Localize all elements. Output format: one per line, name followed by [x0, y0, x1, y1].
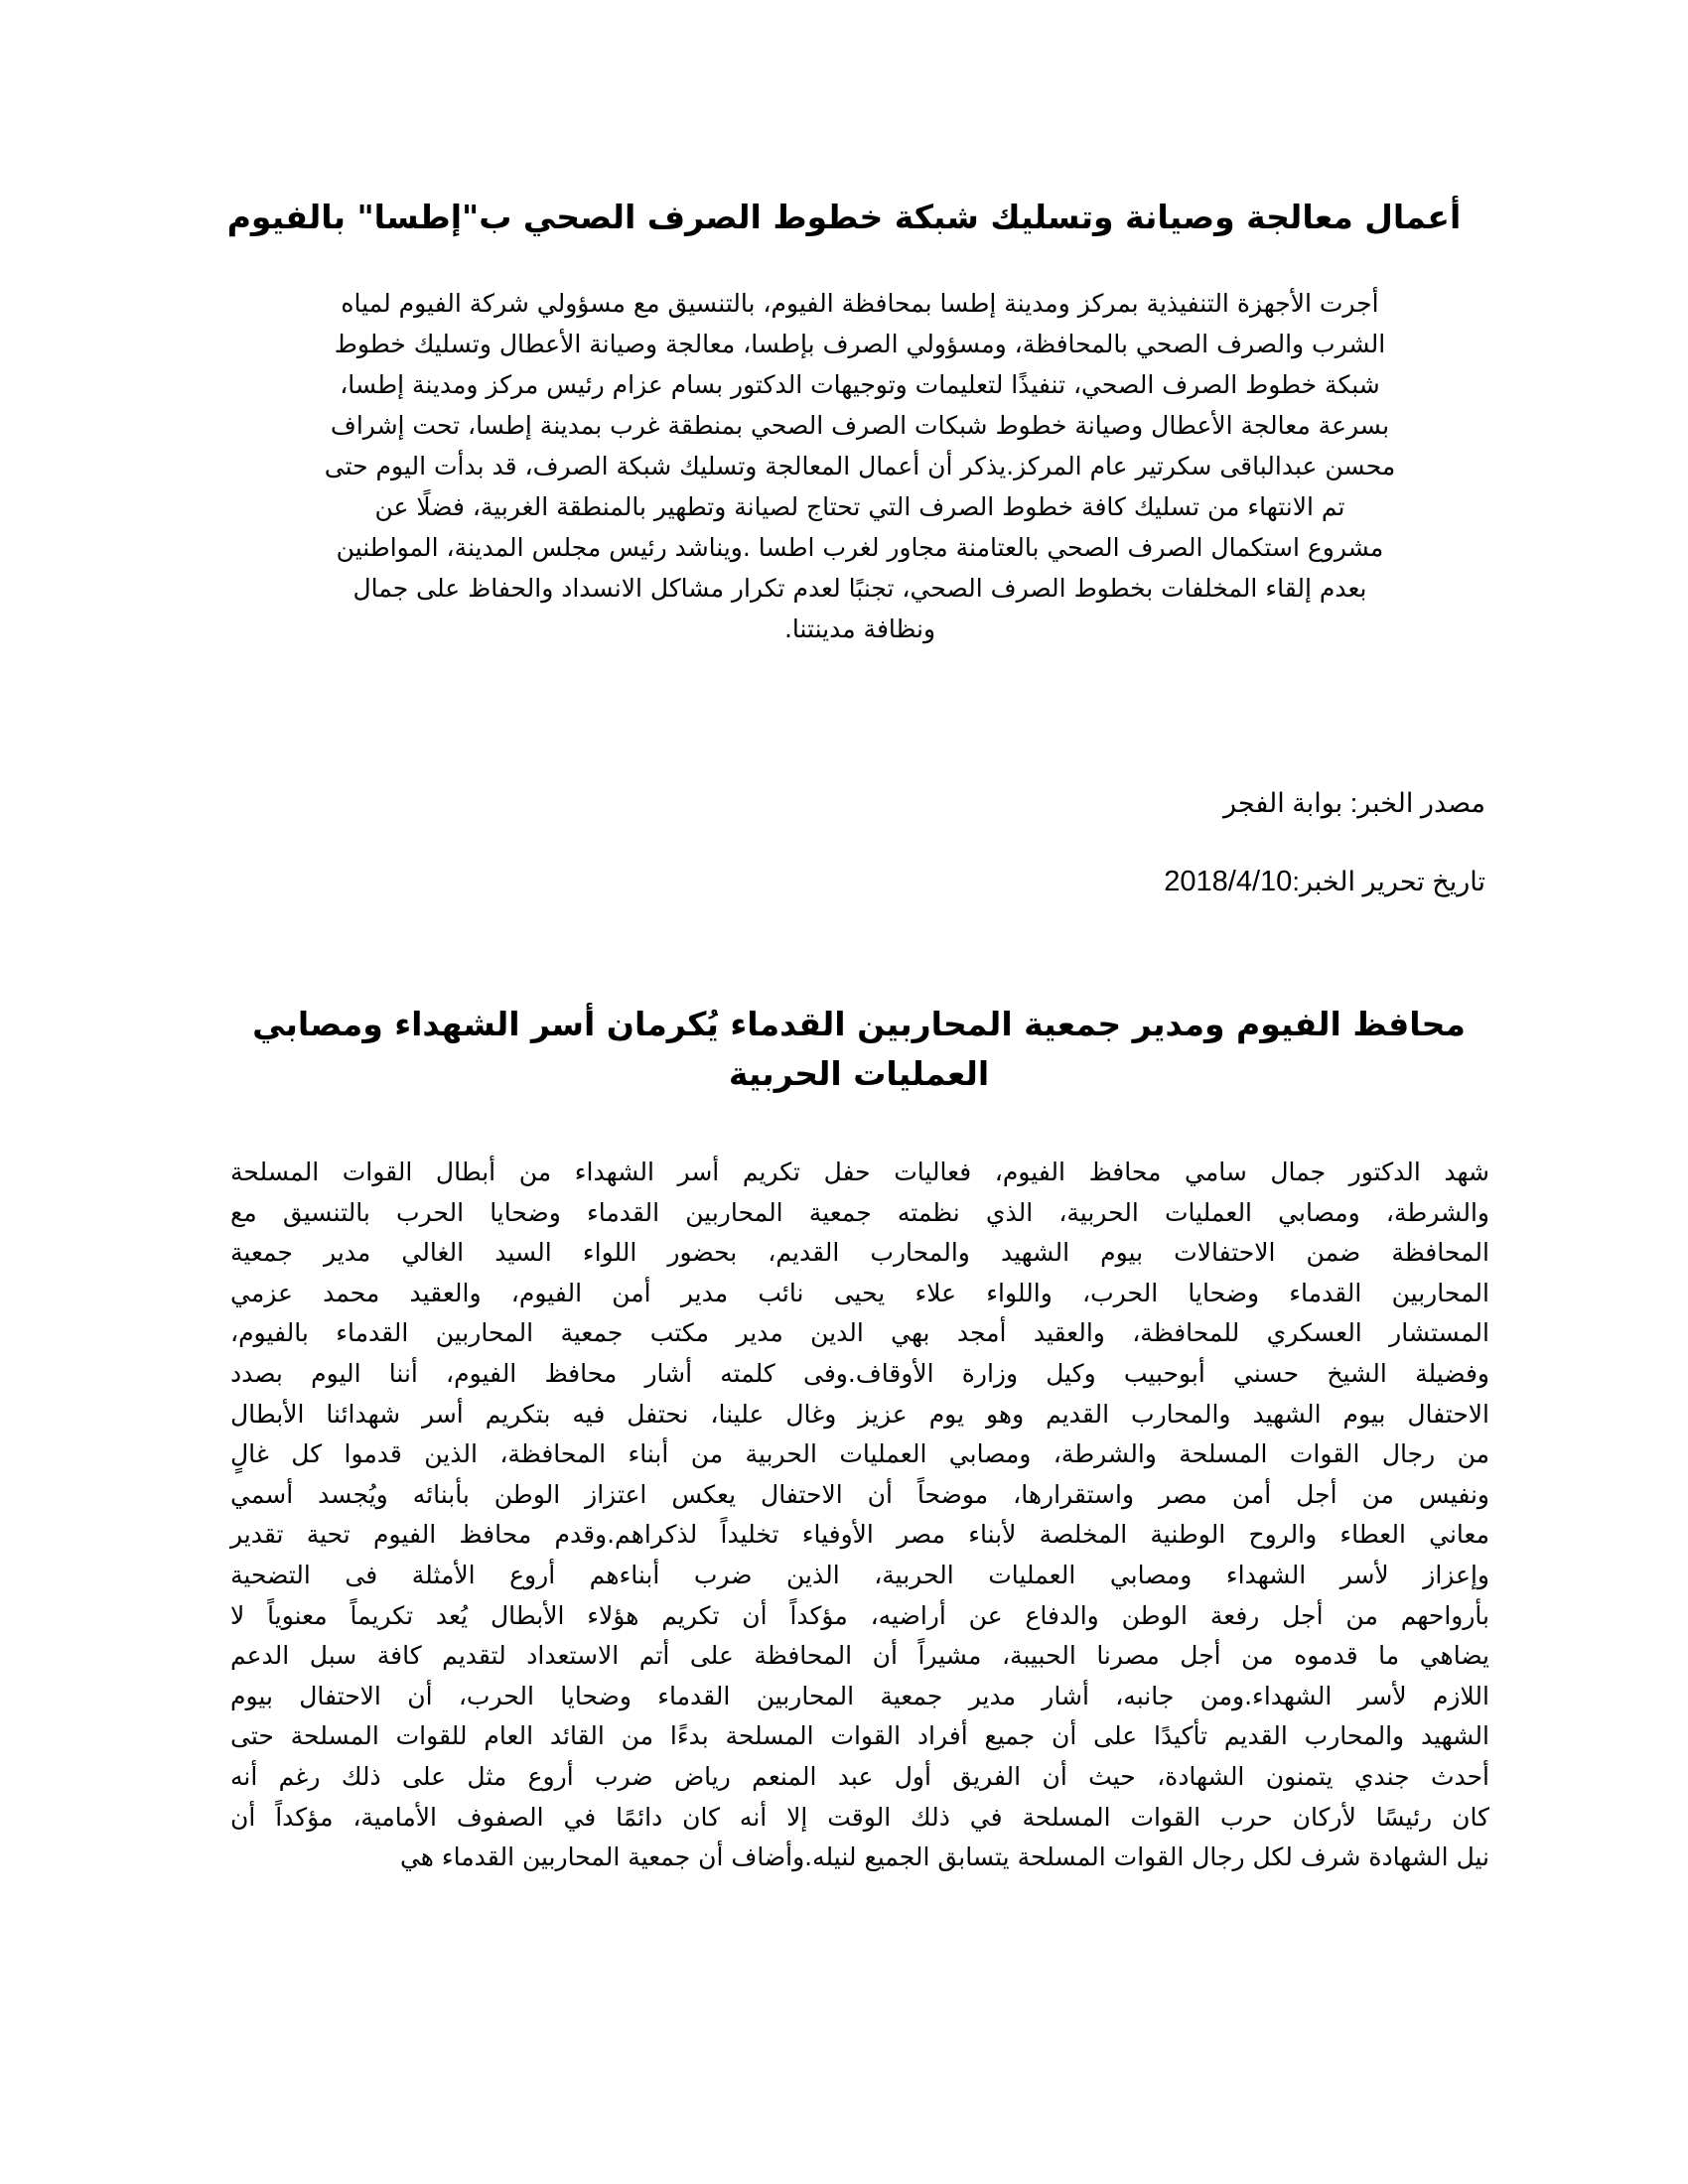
article-1-body-line: بعدم إلقاء المخلفات بخطوط الصرف الصحي، تجنبًا لعدم تكرار مشاكل الانسداد والحفاظ على جمال [352, 574, 1367, 603]
article-2-body-line: المستشار العسكري للمحافظة، والعقيد أمجد بهي الدين مدير مكتب جمعية المحاربين القدماء بالفيوم، [230, 1318, 1489, 1348]
news-edit-date-label: تاريخ تحرير الخبر: [1292, 867, 1485, 896]
news-edit-date-value: 2018/4/10 [1164, 866, 1293, 897]
article-2-body-line: أحدث جندي يتمنون الشهادة، حيث أن الفريق أول عبد المنعم رياض ضرب أروع مثل على ذلك رغم أنه [230, 1761, 1489, 1791]
article-2-body-line: نيل الشهادة شرف لكل رجال القوات المسلحة يتسابق الجميع لنيله.وأضاف أن جمعية المحاربين القدماء هي [399, 1843, 1489, 1872]
article-1-body-line: أجرت الأجهزة التنفيذية بمركز ومدينة إطسا بمحافظة الفيوم، بالتنسيق مع مسؤولي شركة الفيوم لمياه [341, 289, 1379, 318]
article-2-body-line: كان رئيسًا لأركان حرب القوات المسلحة في ذلك الوقت إلا أنه كان دائمًا في الصفوف الأمامية، مؤكداً أن [230, 1802, 1489, 1832]
article-2-body-line: الشهيد والمحارب القديم تأكيدًا على أن جميع أفراد القوات المسلحة بدءًا من القائد العام للقوات المسلحة حتى [230, 1721, 1489, 1751]
article-1-body-line: محسن عبدالباقى سكرتير عام المركز.يذكر أن أعمال المعالجة وتسليك شبكة الصرف، قد بدأت اليوم حتى [324, 452, 1396, 480]
article-2-body-line: اللازم لأسر الشهداء.ومن جانبه، أشار مدير جمعية المحاربين القدماء وضحايا الحرب، أن الاحتفال بيوم [230, 1681, 1489, 1710]
article-2-body-line: شهد الدكتور جمال سامي محافظ الفيوم، فعاليات حفل تكريم أسر الشهداء من أبطال القوات المسلحة [230, 1158, 1489, 1186]
article-1-title: أعمال معالجة وصيانة وتسليك شبكة خطوط الصرف الصحي ب"إطسا" بالفيوم [226, 198, 1462, 236]
article-2-title-line: محافظ الفيوم ومدير جمعية المحاربين القدماء يُكرمان أسر الشهداء ومصابي [252, 1005, 1466, 1043]
article-1-body-line: الشرب والصرف الصحي بالمحافظة، ومسؤولي الصرف بإطسا، معالجة وصيانة الأعطال وتسليك خطوط [334, 330, 1386, 358]
article-2-title [228, 1000, 1489, 1099]
article-2-body-line: ونفيس من أجل أمن مصر واستقرارها، موضحاً أن الاحتفال يعكس اعتزاز الوطن بأبنائه ويُجسد أسمي [230, 1479, 1489, 1509]
news-edit-date [393, 864, 1485, 899]
article-1-body-line: بسرعة معالجة الأعطال وصيانة خطوط شبكات الصرف الصحي بمنطقة غرب بمدينة إطسا، تحت إشراف [330, 411, 1390, 440]
article-2-body-line: المحافظة ضمن الاحتفالات بيوم الشهيد والمحارب القديم، بحضور اللواء السيد الغالي مدير جمعية [230, 1238, 1489, 1268]
article-1-body-line: تم الانتهاء من تسليك كافة خطوط الصرف التي تحتاج لصيانة وتطهير بالمنطقة الغربية، فضلًا عن [374, 492, 1345, 521]
article-1-body [230, 283, 1489, 649]
article-2-body-line: من رجال القوات المسلحة والشرطة، ومصابي العمليات الحربية من أبناء المحافظة، الذين قدموا كل غالٍ [230, 1439, 1489, 1469]
article-1-body-line: مشروع استكمال الصرف الصحي بالعتامنة مجاور لغرب اطسا .ويناشد رئيس مجلس المدينة، المواطنين [336, 533, 1384, 562]
article-2-body [230, 1153, 1489, 1878]
article-2-body-line: والشرطة، ومصابي العمليات الحربية، الذي نظمته جمعية المحاربين القدماء وضحايا الحرب بالتنسيق مع [230, 1197, 1489, 1227]
article-2-body-line: وإعزاز لأسر الشهداء ومصابي العمليات الحربية، الذين ضرب أبناءهم أروع الأمثلة فى التضحية [230, 1560, 1489, 1589]
article-1-body-line: ونظافة مدينتنا. [783, 614, 936, 643]
article-2-body-line: المحاربين القدماء وضحايا الحرب، واللواء علاء يحيى نائب مدير أمن الفيوم، والعقيد محمد عزمي [230, 1278, 1489, 1307]
article-2-body-line: يضاهي ما قدموه من أجل مصرنا الحبيبة، مشيراً أن المحافظة على أتم الاستعداد لتقديم كافة سبل الدعم [230, 1641, 1489, 1671]
article-2-body-line: الاحتفال بيوم الشهيد والمحارب القديم وهو يوم عزيز وغال علينا، نحتفل فيه بتكريم أسر شهدائنا الأبطال [230, 1399, 1489, 1429]
news-source: مصدر الخبر: بوابة الفجر [1223, 788, 1485, 818]
article-1-body-line: شبكة خطوط الصرف الصحي، تنفيذًا لتعليمات وتوجيهات الدكتور بسام عزام رئيس مركز ومدينة إطسا، [340, 370, 1380, 399]
article-2-body-line: وفضيلة الشيخ حسني أبوحبيب وكيل وزارة الأوقاف.وفى كلمته أشار محافظ الفيوم، أننا اليوم بصدد [230, 1358, 1489, 1388]
article-2-title-line: العمليات الحربية [728, 1054, 990, 1093]
article-2-body-line: بأرواحهم من أجل رفعة الوطن والدفاع عن أراضيه، مؤكداً أن تكريم هؤلاء الأبطال يُعد تكريماً معنوياً لا [230, 1600, 1489, 1630]
article-2-body-line: معاني العطاء والروح الوطنية المخلصة لأبناء مصر الأوفياء تخليداً لذكراهم.وقدم محافظ الفيوم تحية تقدير [230, 1520, 1489, 1550]
